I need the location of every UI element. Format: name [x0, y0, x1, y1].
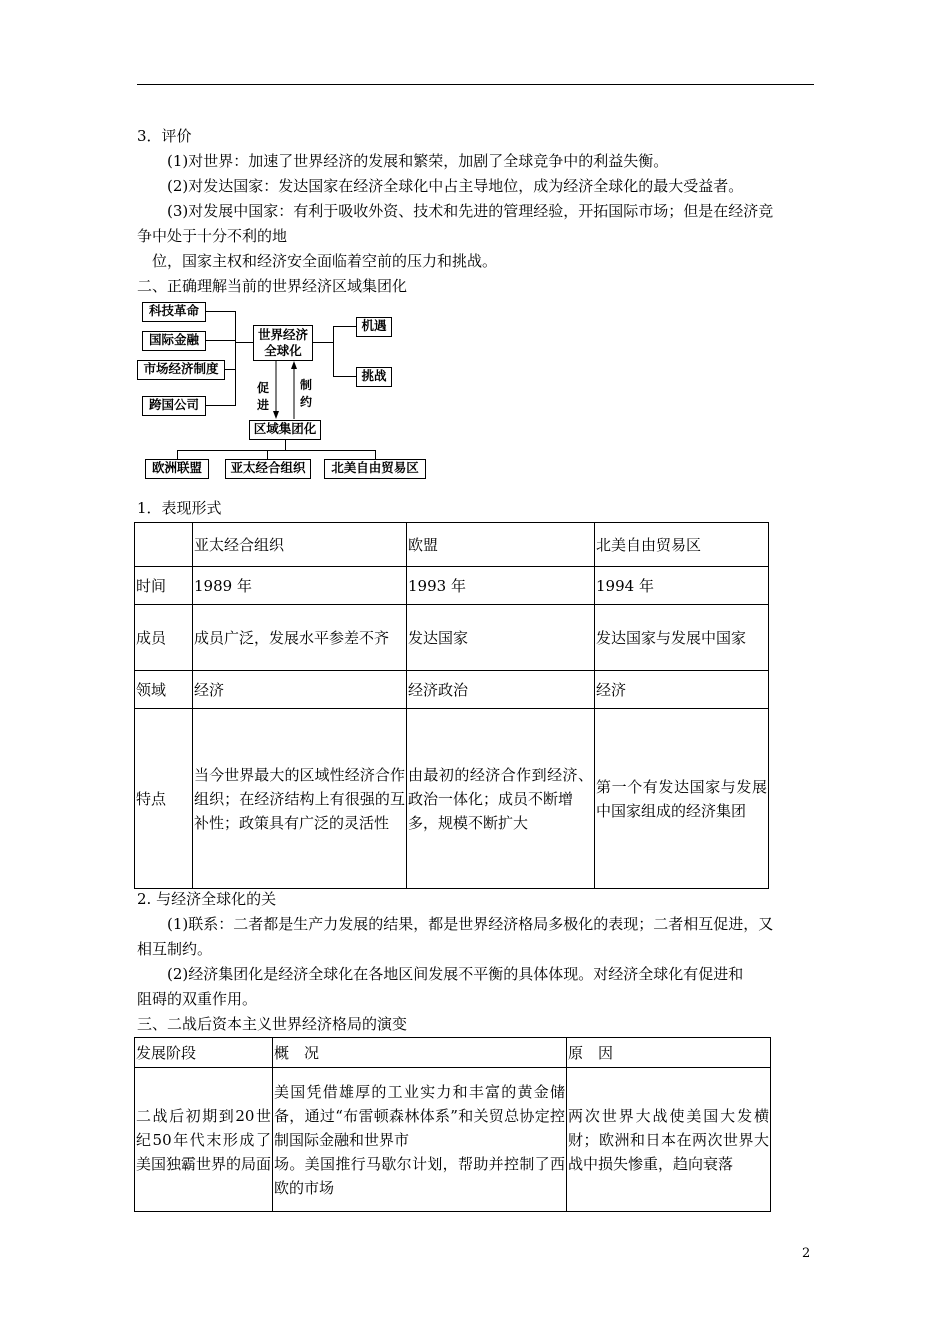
- page-number: 2: [802, 1246, 811, 1261]
- table-cell: 两次世界大战使美国大发横财；欧洲和日本在两次世界大战中损失惨重，趋向衰落: [567, 1068, 771, 1212]
- eval-paragraph-3a: (3)对发展中国家：有利于吸收外资、技术和先进的管理经验，开拓国际市场；但是在经济竞: [167, 202, 774, 220]
- bottom-box-eu: 欧洲联盟: [145, 459, 209, 479]
- table-cell: 第一个有发达国家与发展中国家组成的经济集团: [595, 709, 769, 889]
- eval-heading: 3．评价: [137, 127, 192, 145]
- connector: [267, 450, 268, 459]
- table-cell: 亚太经合组织: [193, 523, 407, 567]
- table-row: [135, 671, 769, 709]
- table-cell: 1994 年: [595, 567, 769, 605]
- table-cell: 发达国家: [407, 605, 595, 671]
- table-cell: 经济政治: [407, 671, 595, 709]
- diagram-left-box: 科技革命: [142, 302, 206, 322]
- connector: [285, 440, 286, 450]
- table-cell: 欧盟: [407, 523, 595, 567]
- table-cell: 经济: [193, 671, 407, 709]
- table-cell: 特点: [135, 709, 193, 889]
- table-cell: 领域: [135, 671, 193, 709]
- connector: [375, 450, 376, 459]
- header-rule: [137, 84, 814, 85]
- connector: [206, 340, 235, 341]
- table-cell: [135, 523, 193, 567]
- table-cell: 北美自由贸易区: [595, 523, 769, 567]
- table-cell: 1989 年: [193, 567, 407, 605]
- table-row: [135, 709, 769, 889]
- table-cell: 发达国家与发展中国家: [595, 605, 769, 671]
- diagram-left-box: 国际金融: [142, 331, 206, 351]
- table-row: [135, 1068, 771, 1212]
- eu-feature-text: 由最初的经济合作到经济、政治一体化；成员不断增: [408, 765, 593, 808]
- evolution-table: [134, 1037, 771, 1212]
- connector: [313, 342, 333, 343]
- table-cell: 经济: [595, 671, 769, 709]
- regional-box: 区域集团化: [249, 420, 321, 440]
- table-cell: 二战后初期到20世纪50年代末形成了美国独霸世界的局面: [135, 1068, 273, 1212]
- relation-paragraph-1b: 相互制约。: [137, 940, 213, 958]
- relation-paragraph-1a: (1)联系：二者都是生产力发展的结果，都是世界经济格局多极化的表现；二者相互促进，又: [167, 915, 774, 933]
- connector: [177, 450, 375, 451]
- table-cell: 原 因: [567, 1038, 771, 1068]
- table-cell: 当今世界最大的区域性经济合作组织；在经济结构上有很强的互补性；政策具有广泛的灵活性: [193, 709, 407, 889]
- connector: [235, 311, 236, 406]
- section-3-title: 三、二战后资本主义世界经济格局的演变: [137, 1015, 408, 1033]
- connector: [235, 342, 253, 343]
- eval-paragraph-1: (1)对世界：加速了世界经济的发展和繁荣，加剧了全球竞争中的利益失衡。: [167, 152, 669, 170]
- promote-label: 促进: [256, 381, 269, 412]
- table-header-row: [135, 523, 769, 567]
- overview-text-continued: 场。美国推行马歇尔计划，帮助并控制了西欧的市场: [274, 1154, 565, 1197]
- table-cell: [273, 1068, 567, 1212]
- connector: [225, 369, 235, 370]
- diagram-left-box: 跨国公司: [142, 396, 206, 416]
- connector: [333, 326, 334, 377]
- connector: [177, 450, 178, 459]
- eval-paragraph-3c: 位，国家主权和经济安全面临着空前的压力和挑战。: [152, 252, 498, 270]
- diagram-right-box: 机遇: [356, 317, 392, 337]
- forms-heading: 1．表现形式: [137, 499, 222, 517]
- connector: [206, 311, 235, 312]
- section-2-title: 二、正确理解当前的世界经济区域集团化: [137, 277, 408, 295]
- diagram-left-box: 市场经济制度: [137, 360, 225, 380]
- restrict-label: 制约: [299, 378, 312, 409]
- bottom-box-nafta: 北美自由贸易区: [324, 459, 426, 479]
- eval-paragraph-2: (2)对发达国家：发达国家在经济全球化中占主导地位，成为经济全球化的最大受益者。: [167, 177, 744, 195]
- table-cell: [407, 709, 595, 889]
- table-cell: 时间: [135, 567, 193, 605]
- table-cell: 成员: [135, 605, 193, 671]
- table-row: [135, 567, 769, 605]
- table-header-row: [135, 1038, 771, 1068]
- relation-paragraph-2b: 阻碍的双重作用。: [137, 990, 258, 1008]
- eu-feature-text-continued: 多，规模不断扩大: [408, 813, 529, 832]
- relation-heading: 2. 与经济全球化的关: [137, 890, 277, 908]
- relation-paragraph-2a: (2)经济集团化是经济全球化在各地区间发展不平衡的具体体现。对经济全球化有促进和: [167, 965, 744, 983]
- connector: [333, 376, 356, 377]
- table-cell: 概 况: [273, 1038, 567, 1068]
- table-cell: 1993 年: [407, 567, 595, 605]
- diagram-right-box: 挑战: [356, 367, 392, 387]
- diagram-center-box: 世界经济全球化: [253, 325, 313, 361]
- table-row: [135, 605, 769, 671]
- table-cell: 发展阶段: [135, 1038, 273, 1068]
- connector: [333, 326, 356, 327]
- overview-text: 美国凭借雄厚的工业实力和丰富的黄金储备，通过“布雷顿森林体系”和关贸总协定控制国际金融和世界市: [274, 1082, 565, 1149]
- forms-table: [134, 522, 769, 889]
- connector: [206, 405, 235, 406]
- table-cell: 成员广泛，发展水平参差不齐: [193, 605, 407, 671]
- eval-paragraph-3b: 争中处于十分不利的地: [137, 227, 288, 245]
- bottom-box-apec: 亚太经合组织: [225, 459, 311, 479]
